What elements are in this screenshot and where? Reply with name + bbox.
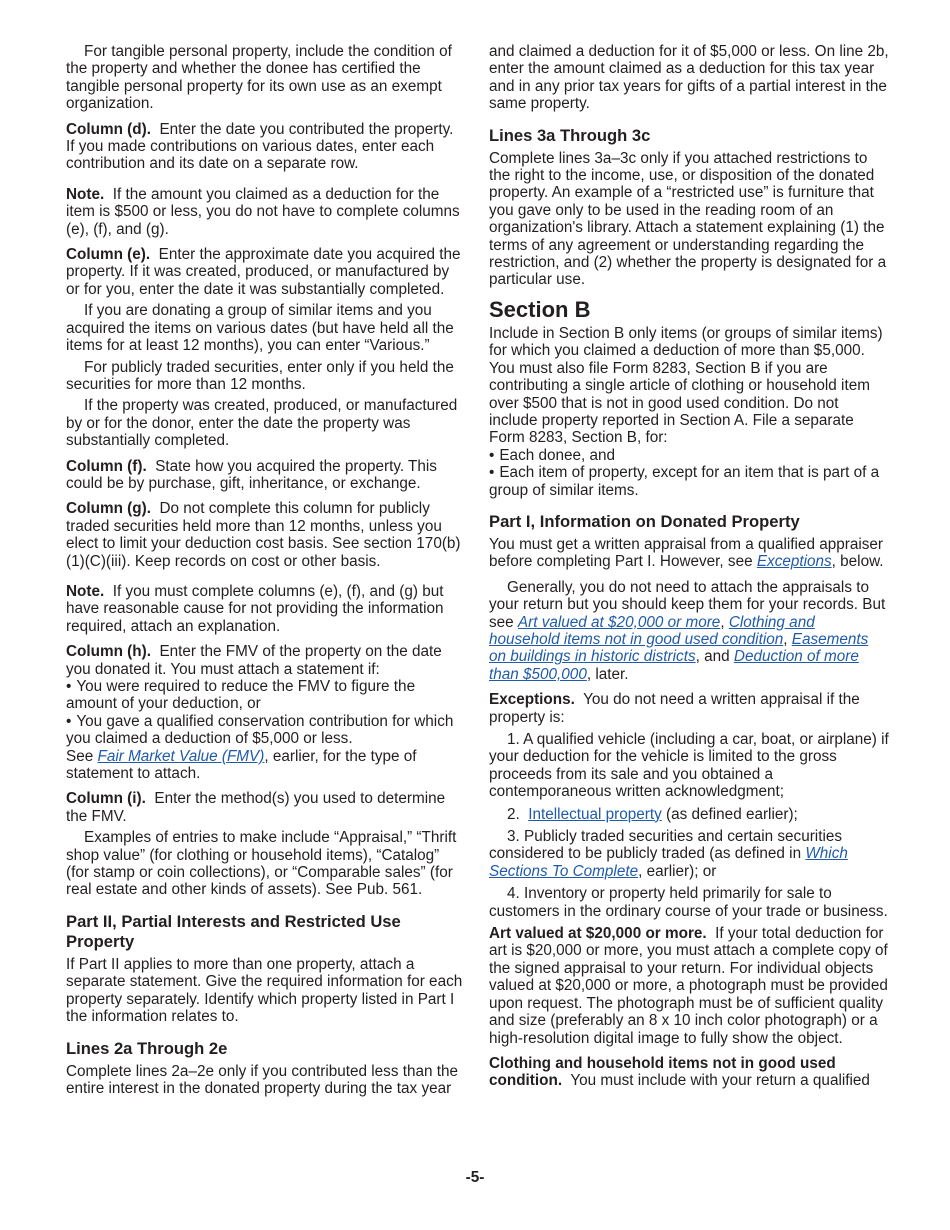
note-text-2: If you must complete columns (e), (f), and (g) but have reasonable cause for not providing the information required, attach an explanation. xyxy=(66,582,444,635)
lines-3-paragraph: Complete lines 3a–3c only if you attached restrictions to the right to the income, use, or disposition of the donated property. An example of a “restricted use” is furniture that you gave only to be used in the reading room of an organization's library. Attach a statement explaining (1) the terms of any agreement or understanding regarding the restriction, and (2) whether the property is designated for a particular use. xyxy=(489,149,887,289)
tangible-property-paragraph: For tangible personal property, include the condition of the property and whether the donee has certified the tangible personal property for its own use as an exempt organization. xyxy=(66,43,452,113)
list-item: 4. Inventory or property held primarily for sale to customers in the ordinary course of your trade or business. xyxy=(489,885,888,920)
column-i-paragraph xyxy=(66,790,464,825)
part-1-heading: Part I, Information on Donated Property xyxy=(489,511,800,531)
list-item: • You were required to reduce the FMV to figure the amount of your deduction, or xyxy=(66,678,464,713)
note-text-1: If the amount you claimed as a deduction for the item is $500 or less, you do not have to complete columns (e), (f), and (g). xyxy=(66,185,460,238)
clothing-label: Clothing and household items not in good used condition. xyxy=(489,1054,836,1090)
clothing-link[interactable]: Clothing and household items not in good used condition xyxy=(489,613,815,648)
section-b-bullet-list xyxy=(489,447,889,499)
column-g-label: Column (g). xyxy=(66,500,151,518)
column-h-bullet-list xyxy=(66,678,464,748)
list-number: 2. xyxy=(507,805,520,823)
art-valued-label: Art valued at $20,000 or more. xyxy=(489,925,707,943)
separator-text: , xyxy=(783,630,788,648)
fmv-link[interactable]: Fair Market Value (FMV) xyxy=(97,747,265,765)
see-text: See xyxy=(66,747,94,765)
column-f-paragraph xyxy=(66,458,464,493)
art-valued-paragraph xyxy=(489,925,889,1047)
right-column xyxy=(489,43,889,1098)
lines-2-paragraph: Complete lines 2a–2e only if you contributed less than the entire interest in the donated property during the tax year xyxy=(66,1062,459,1097)
part-1-text: You must get a written appraisal from a qualified appraiser before completing Part I. However, see xyxy=(489,535,883,571)
lines-2-heading: Lines 2a Through 2e xyxy=(66,1038,228,1058)
clothing-paragraph xyxy=(489,1055,889,1090)
generally-text: Generally, you do not need to attach the appraisals to your return but you should keep them for your records. But see xyxy=(489,578,886,631)
created-property-paragraph: If the property was created, produced, or manufactured by or for the donor, enter the date the property was substantially completed. xyxy=(66,397,458,450)
fmv-reference-paragraph xyxy=(66,748,464,783)
column-i-label: Column (i). xyxy=(66,790,146,808)
list-item-text: 3. Publicly traded securities and certain securities considered to be publicly traded (as defined in xyxy=(489,828,842,863)
list-item-text-end: , earlier); or xyxy=(638,862,717,880)
page-number: -5- xyxy=(465,1169,485,1186)
separator-text: , xyxy=(720,613,725,631)
publicly-traded-paragraph: For publicly traded securities, enter only if you held the securities for more than 12 months. xyxy=(66,358,454,393)
part-2-heading: Part II, Partial Interests and Restricted Use Property xyxy=(66,911,401,951)
column-e-label: Column (e). xyxy=(66,246,151,264)
column-g-text: Do not complete this column for publicly traded securities held more than 12 months, unless you elect to limit your deduction cost basis. See section 170(b)(1)(C)(iii). Keep records on cost or other basis. xyxy=(66,500,461,570)
list-item: 1. A qualified vehicle (including a car, boat, or airplane) if your deduction for the vehicle is limited to the gross proceeds from its sale and you obtained a contemporaneous written acknowledgment; xyxy=(489,731,889,801)
column-d-text: Enter the date you contributed the property. If you made contributions on various dates, enter each contribution and its date on a separate row. xyxy=(66,120,454,173)
later-text: , later. xyxy=(586,665,629,683)
art-valued-text: If your total deduction for art is $20,000 or more, you must attach a complete copy of the signed appraisal to your return. For individual objects valued at $20,000 or more, a photograph must be provided upon request. The photograph must be of sufficient quality and size (preferably an 8 x 10 inch color photograph) or a high-resolution digital image to fully show the object. xyxy=(489,925,888,1047)
column-h-text: Enter the FMV of the property on the date you donated it. You must attach a statement if: xyxy=(66,643,442,678)
list-item: • Each item of property, except for an item that is part of a group of similar items. xyxy=(489,464,889,499)
examples-paragraph: Examples of entries to make include “Appraisal,” “Thrift shop value” (for clothing or household items), “Catalog” (for stamp or coin collections), or “Comparable sales” (for real estate and other kinds of assets). See Pub. 561. xyxy=(66,829,457,899)
column-f-text: State how you acquired the property. This could be by purchase, gift, inheritance, or exchange. xyxy=(66,457,437,492)
part-2-paragraph: If Part II applies to more than one property, attach a separate statement. Give the required information for each property separately. Identify which property listed in Part I the information relates to. xyxy=(66,955,463,1026)
and-text: , and xyxy=(695,648,730,666)
left-column xyxy=(66,43,464,1105)
note-paragraph-1 xyxy=(66,186,464,238)
section-b-paragraph: Include in Section B only items (or groups of similar items) for which you claimed a deduction of more than $5,000. You must also file Form 8283, Section B if you are contributing a single article of clothing or household item over $500 that is not in good used condition. Do not include property reported in Section A. File a separate Form 8283, Section B, for: xyxy=(489,324,883,447)
exceptions-list xyxy=(489,731,889,920)
part-1-text-end: , below. xyxy=(831,553,884,571)
column-d-label: Column (d). xyxy=(66,120,151,138)
list-item xyxy=(489,828,889,880)
list-item xyxy=(489,806,889,823)
note-label-1: Note. xyxy=(66,185,105,203)
column-i-text: Enter the method(s) you used to determine the FMV. xyxy=(66,790,446,825)
column-e-text: Enter the approximate date you acquired the property. If it was created, produced, or manufactured by or for you, enter the date it was substantially completed. xyxy=(66,246,461,298)
column-h-paragraph xyxy=(66,643,464,678)
exceptions-label: Exceptions. xyxy=(489,691,575,709)
column-g-paragraph xyxy=(66,500,464,570)
exceptions-link[interactable]: Exceptions xyxy=(756,553,832,571)
column-e-paragraph xyxy=(66,246,464,298)
list-item: • Each donee, and xyxy=(489,447,889,464)
note-paragraph-2 xyxy=(66,583,464,635)
exceptions-paragraph xyxy=(489,691,889,726)
list-item-text: (as defined earlier); xyxy=(666,805,798,823)
column-h-label: Column (h). xyxy=(66,643,151,661)
generally-paragraph xyxy=(489,579,889,683)
various-dates-paragraph: If you are donating a group of similar items and you acquired the items on various dates (but have held all the items for at least 12 months), you can enter “Various.” xyxy=(66,302,454,355)
section-b-heading: Section B xyxy=(489,296,591,322)
which-sections-link[interactable]: Which Sections To Complete xyxy=(489,845,848,880)
note-label-2: Note. xyxy=(66,582,105,600)
easements-link[interactable]: Easements on buildings in historic districts xyxy=(489,630,869,666)
lines-3-heading: Lines 3a Through 3c xyxy=(489,125,651,145)
fmv-after-text: , earlier, for the type of statement to attach. xyxy=(66,747,417,783)
intellectual-property-link[interactable]: Intellectual property xyxy=(528,805,662,823)
clothing-text: You must include with your return a qualified xyxy=(570,1072,870,1090)
part-1-paragraph xyxy=(489,536,889,571)
deduction-link[interactable]: Deduction of more than $500,000 xyxy=(489,648,859,683)
art-valued-link[interactable]: Art valued at $20,000 or more xyxy=(517,613,721,631)
list-item: • You gave a qualified conservation contribution for which you claimed a deduction of $5,000 or less. xyxy=(66,713,464,748)
column-f-label: Column (f). xyxy=(66,457,147,475)
continued-paragraph: and claimed a deduction for it of $5,000 or less. On line 2b, enter the amount claimed as a deduction for this tax year and in any prior tax years for gifts of a partial interest in the same property. xyxy=(489,43,889,113)
column-d-paragraph xyxy=(66,121,464,173)
exceptions-text: You do not need a written appraisal if the property is: xyxy=(489,691,860,726)
